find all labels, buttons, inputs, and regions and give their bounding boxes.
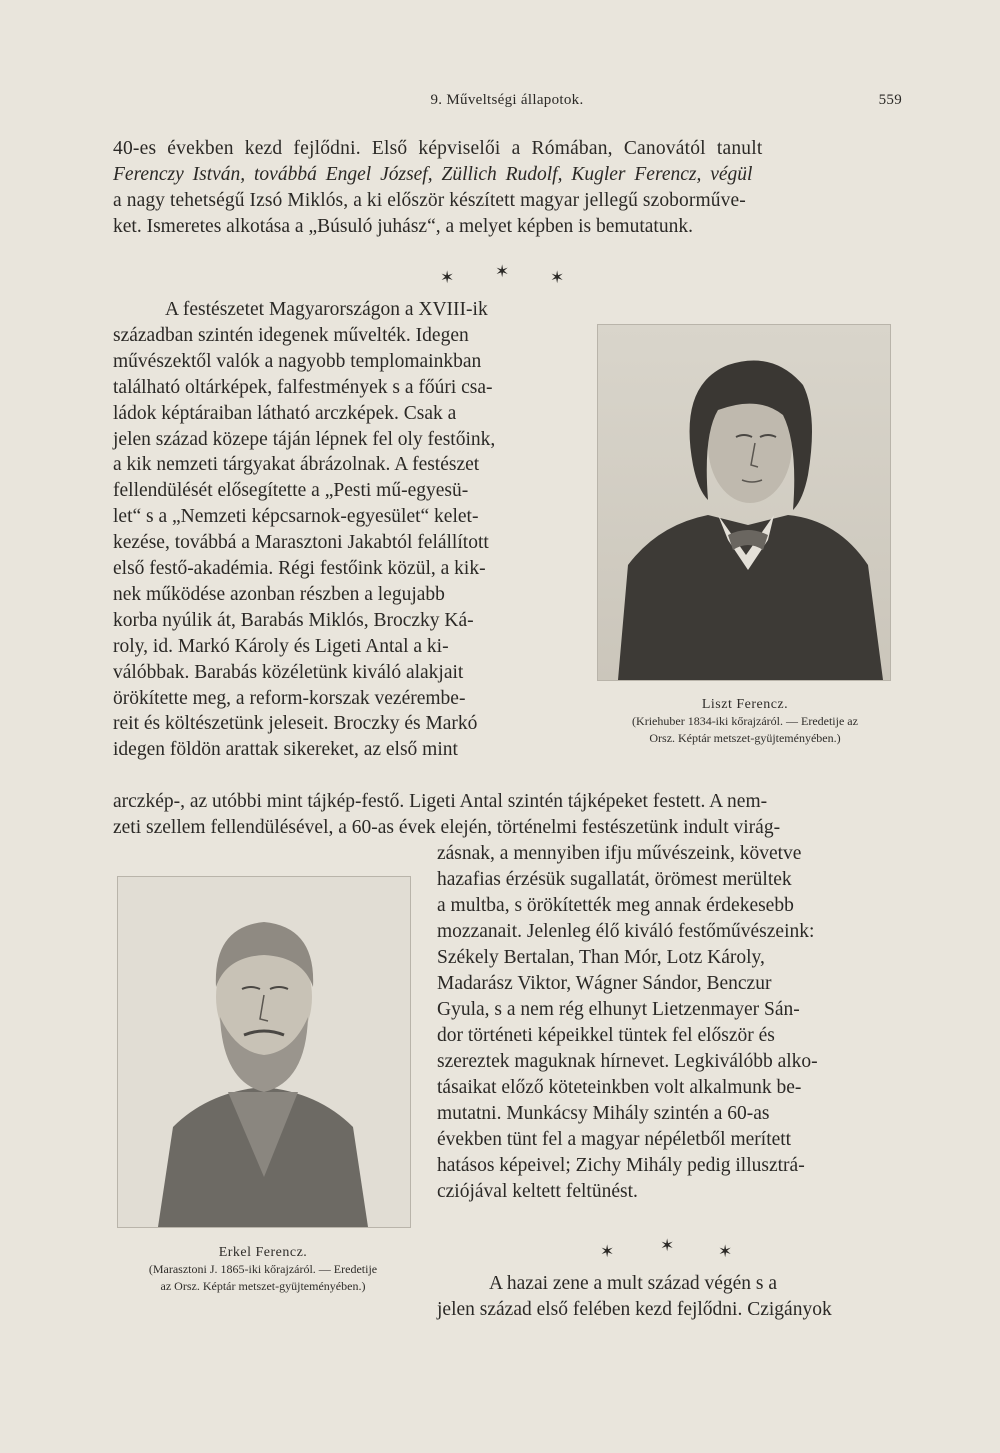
line-text: let“ s a „Nemzeti képcsarnok-egyesület“ kelet- bbox=[113, 506, 479, 528]
paragraph-2-right-line bbox=[437, 997, 897, 1023]
running-head bbox=[112, 92, 902, 116]
line-text: Székely Bertalan, Than Mór, Lotz Károly, bbox=[437, 947, 765, 968]
paragraph-1-line-3 bbox=[113, 188, 897, 214]
section-separator-stars bbox=[600, 1236, 740, 1260]
paragraph-2-right-line bbox=[437, 1179, 897, 1205]
paragraph-2-full-line-2 bbox=[113, 815, 897, 841]
paragraph-2-right-line bbox=[437, 841, 897, 867]
line-text: korba nyúlik át, Barabás Miklós, Broczky Ká- bbox=[113, 609, 474, 631]
paragraph-2-narrow-line bbox=[113, 711, 583, 737]
star-icon: ✶ bbox=[660, 1236, 675, 1255]
line-text: szereztek maguknak hírnevet. Legkiválóbb alko- bbox=[437, 1051, 818, 1072]
star-icon: ✶ bbox=[600, 1242, 615, 1261]
line-text: fellendülését elősegítette a „Pesti mű-egyesü- bbox=[113, 480, 469, 502]
star-icon: ✶ bbox=[718, 1242, 733, 1261]
paragraph-2-narrow-line bbox=[113, 530, 583, 556]
portrait-liszt bbox=[597, 324, 891, 681]
line-text: található oltárképek, falfestmények s a főúri csa- bbox=[113, 376, 493, 398]
paragraph-2-right-line bbox=[437, 893, 897, 919]
line-text: Ferenczy István, továbbá Engel József, Züllich Rudolf, Kugler Ferencz, végül bbox=[113, 164, 753, 185]
line-text: Gyula, s a nem rég elhunyt Lietzenmayer Sán- bbox=[437, 999, 800, 1020]
line-text: jelen század közepe táján lépnek fel oly festőink, bbox=[113, 428, 496, 450]
paragraph-2-narrow-line bbox=[113, 737, 583, 763]
paragraph-2-right-line bbox=[437, 1075, 897, 1101]
line-text: hatásos képeivel; Zichy Mihály pedig illusztrá- bbox=[437, 1155, 805, 1176]
paragraph-2-narrow-line bbox=[113, 582, 583, 608]
line-text: a kik nemzeti tárgyakat ábrázolnak. A festészet bbox=[113, 454, 480, 476]
paragraph-2-narrow-line bbox=[113, 375, 583, 401]
line-text: ládok képtáraiban látható arczképek. Csak a bbox=[113, 402, 457, 424]
line-text: kezése, továbbá a Marasztoni Jakabtól felállított bbox=[113, 532, 489, 554]
line-text: cziójával keltett feltünést. bbox=[437, 1181, 638, 1202]
line-text: művészektől valók a nagyobb templomainkban bbox=[113, 350, 482, 372]
line-text: zásnak, a mennyiben ifju művészeink, követve bbox=[437, 843, 802, 864]
paragraph-2-narrow-line bbox=[113, 686, 583, 712]
paragraph-2-narrow-line bbox=[113, 297, 583, 323]
paragraph-2-right-line bbox=[437, 945, 897, 971]
paragraph-2-narrow-line bbox=[113, 401, 583, 427]
line-text: hazafias érzésük sugallatát, örömest merültek bbox=[437, 869, 792, 890]
paragraph-2-narrow-line bbox=[113, 452, 583, 478]
line-text: mutatni. Munkácsy Mihály szintén a 60-as bbox=[437, 1103, 770, 1124]
line-text: idegen földön arattak sikereket, az első mint bbox=[113, 739, 458, 761]
caption-erkel-name: Erkel Ferencz. bbox=[218, 1245, 308, 1260]
portrait-erkel bbox=[117, 876, 411, 1228]
paragraph-3-line-2 bbox=[437, 1297, 897, 1323]
paragraph-2-right-line bbox=[437, 1101, 897, 1127]
line-text: dor történeti képeikkel tüntek fel először és bbox=[437, 1025, 775, 1046]
section-separator-stars bbox=[440, 262, 580, 286]
paragraph-2-full-line-1 bbox=[113, 789, 897, 815]
paragraph-2-right-line bbox=[437, 1023, 897, 1049]
line-text: nek működése azonban részben a legujabb bbox=[113, 583, 445, 605]
paragraph-2-narrow-line bbox=[113, 634, 583, 660]
line-text: mozzanait. Jelenleg élő kiváló festőművészeink: bbox=[437, 921, 815, 942]
line-text: a nagy tehetségű Izsó Miklós, a ki először készített magyar jellegű szoborműve- bbox=[113, 190, 746, 211]
star-icon: ✶ bbox=[440, 268, 455, 287]
paragraph-2-narrow-line bbox=[113, 608, 583, 634]
paragraph-2-narrow-line bbox=[113, 349, 583, 375]
caption-liszt-source-2: Orsz. Képtár metszet-gyüjteményében.) bbox=[649, 731, 841, 745]
line-text: zeti szellem fellendülésével, a 60-as évek elején, történelmi festészetünk indult virág- bbox=[113, 817, 781, 838]
caption-liszt bbox=[590, 696, 900, 747]
line-text: a multba, s örökítették meg annak érdekesebb bbox=[437, 895, 794, 916]
star-icon: ✶ bbox=[550, 268, 565, 287]
caption-erkel-source-2: az Orsz. Képtár metszet-gyüjteményében.) bbox=[160, 1279, 366, 1293]
line-text: roly, id. Markó Károly és Ligeti Antal a ki- bbox=[113, 635, 449, 657]
line-text: örökítette meg, a reform-korszak vezérembe- bbox=[113, 687, 466, 709]
paragraph-2-right-line bbox=[437, 919, 897, 945]
line-text: Madarász Viktor, Wágner Sándor, Benczur bbox=[437, 973, 772, 994]
page-number: 559 bbox=[878, 92, 902, 108]
portrait-liszt-drawing bbox=[598, 325, 890, 680]
caption-liszt-name: Liszt Ferencz. bbox=[701, 697, 789, 712]
line-text: tásaikat előző köteteinkben volt alkalmunk be- bbox=[437, 1077, 802, 1098]
line-text: ket. Ismeretes alkotása a „Búsuló juhász“, a melyet képben is bemutatunk. bbox=[113, 216, 693, 237]
paragraph-2-right-line bbox=[437, 971, 897, 997]
paragraph-2-narrow-line bbox=[113, 660, 583, 686]
caption-erkel bbox=[108, 1244, 418, 1295]
paragraph-1-line-2 bbox=[113, 162, 897, 188]
caption-liszt-source-1: (Kriehuber 1834-iki kőrajzáról. — Eredetije az bbox=[632, 714, 858, 728]
line-text: válóbbak. Barabás közéletünk kiváló alakjait bbox=[113, 661, 464, 683]
caption-erkel-source-1: (Marasztoni J. 1865-iki kőrajzáról. — Eredetije bbox=[148, 1262, 378, 1276]
paragraph-3-line-1 bbox=[437, 1271, 897, 1297]
paragraph-2-right-line bbox=[437, 1049, 897, 1075]
paragraph-2-right-line bbox=[437, 1127, 897, 1153]
line-text: jelen század első felében kezd fejlődni. Czigányok bbox=[437, 1299, 832, 1320]
paragraph-1-line-1 bbox=[113, 136, 897, 162]
line-text: reit és költészetünk jeleseit. Broczky és Markó bbox=[113, 713, 478, 735]
paragraph-2-narrow-line bbox=[113, 556, 583, 582]
line-text: században szintén idegenek művelték. Idegen bbox=[113, 324, 469, 346]
star-icon: ✶ bbox=[495, 262, 510, 281]
line-text: A festészetet Magyarországon a XVIII-ik bbox=[165, 299, 488, 320]
line-text: arczkép-, az utóbbi mint tájkép-festő. Ligeti Antal szintén tájképeket festett. A nem- bbox=[113, 791, 768, 812]
line-text: első festő-akadémia. Régi festőink közül, a kik- bbox=[113, 558, 486, 579]
line-text: években tünt fel a magyar népéletből merített bbox=[437, 1129, 792, 1150]
paragraph-2-narrow-line bbox=[113, 478, 583, 504]
paragraph-2-right-line bbox=[437, 1153, 897, 1179]
section-title: 9. Műveltségi állapotok. bbox=[430, 92, 584, 108]
paragraph-2-narrow-line bbox=[113, 323, 583, 349]
paragraph-2-narrow-line bbox=[113, 427, 583, 453]
portrait-erkel-drawing bbox=[118, 877, 410, 1227]
paragraph-2-right-line bbox=[437, 867, 897, 893]
line-text: A hazai zene a mult század végén s a bbox=[489, 1273, 778, 1294]
line-text: 40-es években kezd fejlődni. Első képviselői a Rómában, Canovától tanult bbox=[113, 138, 763, 159]
paragraph-2-narrow-line bbox=[113, 504, 583, 530]
paragraph-1-line-4 bbox=[113, 214, 897, 240]
